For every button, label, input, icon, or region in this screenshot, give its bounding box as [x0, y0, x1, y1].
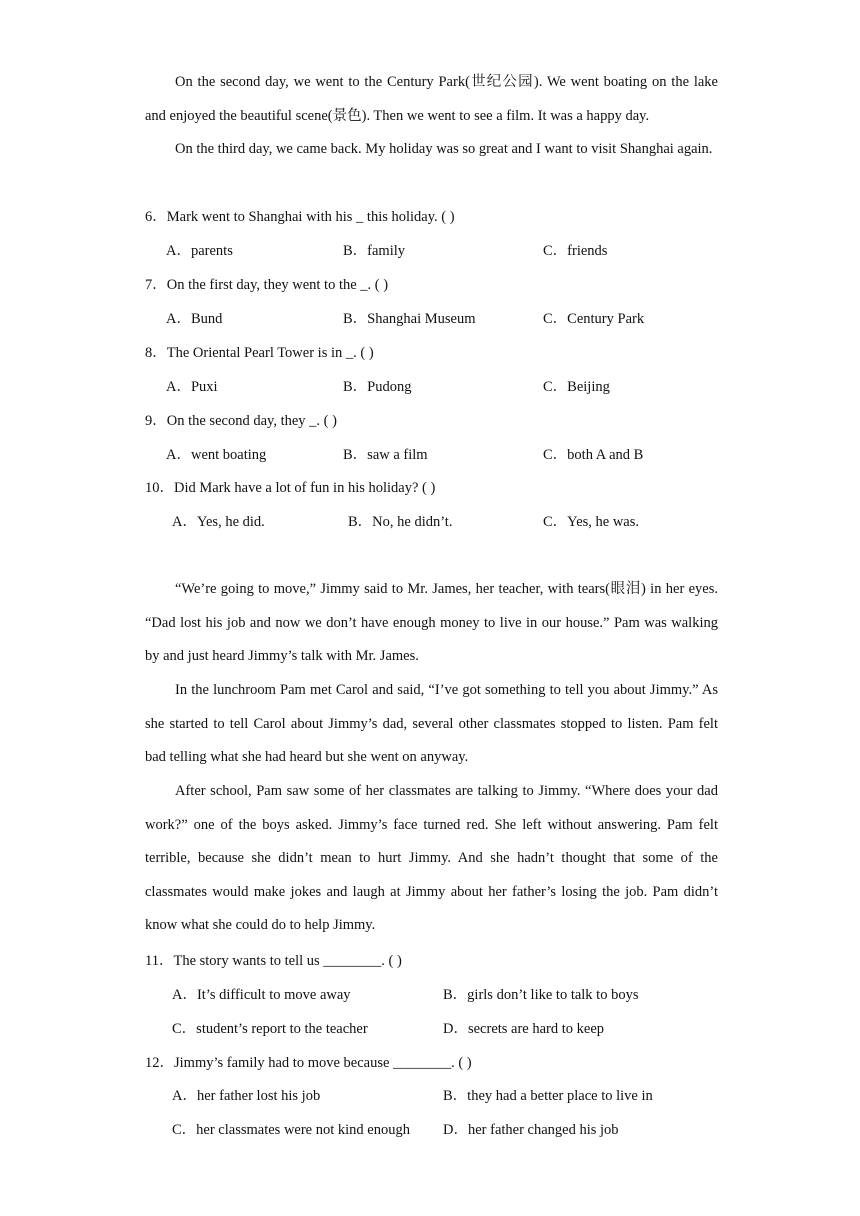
- question-9-option-b: B．saw a film: [343, 447, 428, 463]
- question-8-option-b: B．Pudong: [343, 379, 412, 395]
- question-12-option-c: C．her classmates were not kind enough: [172, 1122, 410, 1138]
- question-8: 8．The Oriental Pearl Tower is in _. ( ): [145, 345, 374, 361]
- question-12: 12．Jimmy’s family had to move because ________. ( ): [145, 1055, 472, 1071]
- question-10: 10．Did Mark have a lot of fun in his holiday? ( ): [145, 480, 436, 496]
- question-10-option-a: A．Yes, he did.: [172, 514, 265, 530]
- passage2-paragraph-1: “We’re going to move,” Jimmy said to Mr. James, her teacher, with tears(眼泪) in her eyes. “Dad lost his job and now we don’t have enough money to live in our house.” Pam was walking by and just heard Jimmy’s talk with Mr. James.: [145, 581, 718, 665]
- question-11-option-a: A．It’s difficult to move away: [172, 987, 351, 1003]
- question-7: 7．On the first day, they went to the _. ( ): [145, 277, 389, 293]
- question-9-option-c: C．both A and B: [543, 447, 644, 463]
- question-9: 9．On the second day, they _. ( ): [145, 413, 337, 429]
- question-10-option-c: C．Yes, he was.: [543, 514, 640, 530]
- question-7-option-c: C．Century Park: [543, 311, 645, 327]
- passage2-paragraph-2: In the lunchroom Pam met Carol and said, “I’ve got something to tell you about Jimmy.” As she started to tell Carol about Jimmy’s dad, several other classmates stopped to listen. Pam felt bad telling what she had heard but she went on anyway.: [145, 682, 718, 766]
- question-7-option-b: B．Shanghai Museum: [343, 311, 476, 327]
- question-8-option-a: A．Puxi: [166, 379, 218, 395]
- passage2-paragraph-3: After school, Pam saw some of her classmates are talking to Jimmy. “Where does your dad work?” one of the boys asked. Jimmy’s face turned red. She left without answering. Pam felt terrible, because she didn’t mean to hurt Jimmy. And she hadn’t thought that some of the classmates would make jokes and laugh at Jimmy about her father’s losing the job. Pam didn’t know what she could do to help Jimmy.: [145, 783, 718, 934]
- question-6: 6．Mark went to Shanghai with his _ this holiday. ( ): [145, 209, 455, 225]
- question-6-option-b: B．family: [343, 243, 406, 259]
- question-12-option-b: B．they had a better place to live in: [443, 1088, 653, 1104]
- question-7-option-a: A．Bund: [166, 311, 223, 327]
- passage1-paragraph-2: On the third day, we came back. My holiday was so great and I want to visit Shanghai again.: [175, 141, 713, 157]
- question-11-option-d: D．secrets are hard to keep: [443, 1021, 605, 1037]
- question-12-option-a: A．her father lost his job: [172, 1088, 321, 1104]
- question-10-option-b: B．No, he didn’t.: [348, 514, 453, 530]
- question-6-option-a: A．parents: [166, 243, 233, 259]
- question-12-option-d: D．her father changed his job: [443, 1122, 619, 1138]
- question-11: 11．The story wants to tell us ________. ( ): [145, 953, 402, 969]
- passage1-paragraph-1: On the second day, we went to the Century Park(世纪公园). We went boating on the lake and enjoyed the beautiful scene(景色). Then we went to see a film. It was a happy day.: [145, 74, 718, 124]
- question-6-option-c: C．friends: [543, 243, 608, 259]
- question-9-option-a: A．went boating: [166, 447, 267, 463]
- question-11-option-c: C．student’s report to the teacher: [172, 1021, 368, 1037]
- question-11-option-b: B．girls don’t like to talk to boys: [443, 987, 639, 1003]
- question-8-option-c: C．Beijing: [543, 379, 610, 395]
